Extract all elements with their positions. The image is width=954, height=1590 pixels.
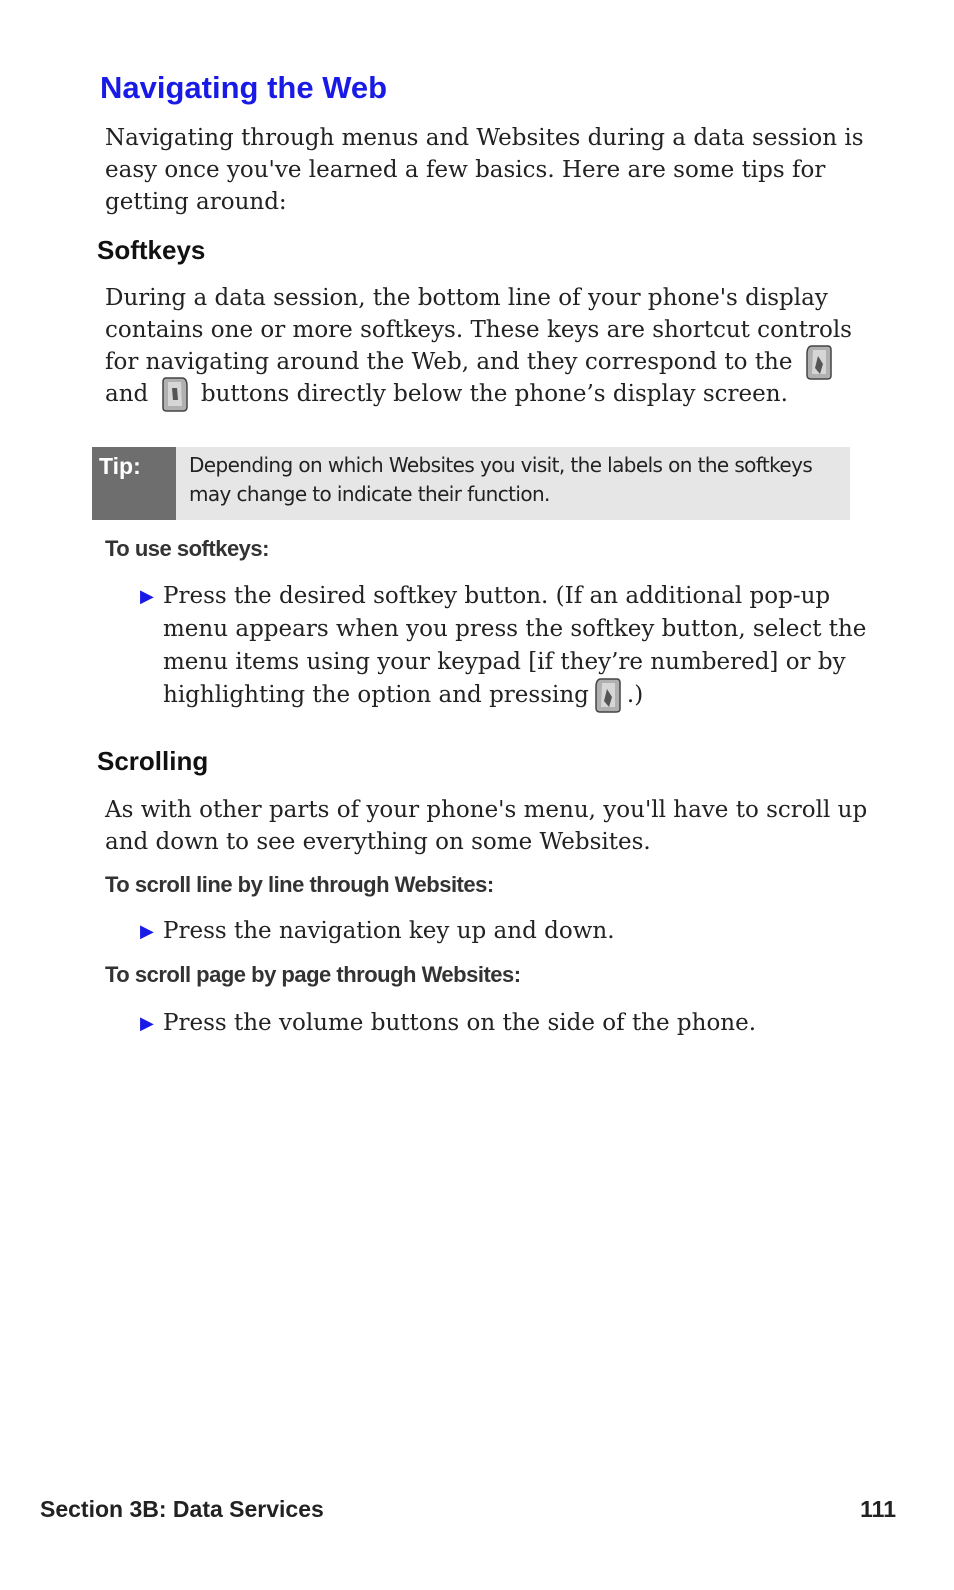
scrolling-paragraph: As with other parts of your phone's menu, you'll have to scroll up and down to see everything on some Websites.: [105, 797, 868, 855]
use-softkeys-bullet-text: [163, 580, 875, 712]
scroll-line-heading: To scroll line by line through Websites:: [105, 872, 494, 897]
softkeys-paragraph-text-a: During a data session, the bottom line of your phone's display contains one or more softkeys. These keys are shortcut controls for navigating around the Web, and they correspond to the: [105, 285, 852, 375]
softkeys-paragraph-text-c: buttons directly below the phone’s display screen.: [200, 381, 788, 407]
scroll-page-bullet-text: Press the volume buttons on the side of the phone.: [163, 1010, 757, 1036]
softkeys-paragraph: [105, 282, 875, 410]
right-softkey-icon: [162, 376, 188, 412]
bullet-arrow-icon: ▶: [140, 921, 154, 942]
scrolling-heading: Scrolling: [97, 746, 209, 776]
tip-text: Depending on which Websites you visit, the labels on the softkeys may change to indicate their function.: [189, 453, 813, 506]
softkeys-paragraph-and: and: [105, 381, 149, 407]
page-title: Navigating the Web: [100, 70, 388, 105]
bullet-arrow-icon: ▶: [140, 1013, 154, 1034]
scroll-page-heading: To scroll page by page through Websites:: [105, 962, 521, 987]
left-softkey-icon: [595, 677, 621, 713]
tip-box: [92, 447, 850, 520]
use-softkeys-heading: To use softkeys:: [105, 536, 269, 561]
scroll-line-bullet-text: Press the navigation key up and down.: [163, 918, 615, 944]
softkeys-heading: Softkeys: [97, 235, 206, 265]
use-softkeys-bullet: [140, 580, 875, 712]
intro-paragraph: Navigating through menus and Websites during a data session is easy once you've learned a few basics. Here are some tips for getting around:: [105, 125, 864, 215]
left-softkey-icon: [806, 344, 832, 380]
tip-label-block: [92, 447, 176, 520]
footer-page-number: 111: [860, 1496, 896, 1522]
bullet-arrow-icon: ▶: [140, 586, 154, 607]
footer-section: Section 3B: Data Services: [40, 1496, 324, 1522]
use-softkeys-bullet-text-a: Press the desired softkey button. (If an additional pop-up menu appears when you press the softkey button, select the menu items using your keypad [if they’re numbered] or by highlighting the option and pressing: [163, 583, 867, 708]
scroll-page-bullet: [140, 1007, 875, 1040]
tip-label: Tip:: [99, 453, 141, 479]
use-softkeys-bullet-text-b: .): [626, 682, 644, 708]
scroll-line-bullet: [140, 915, 875, 948]
